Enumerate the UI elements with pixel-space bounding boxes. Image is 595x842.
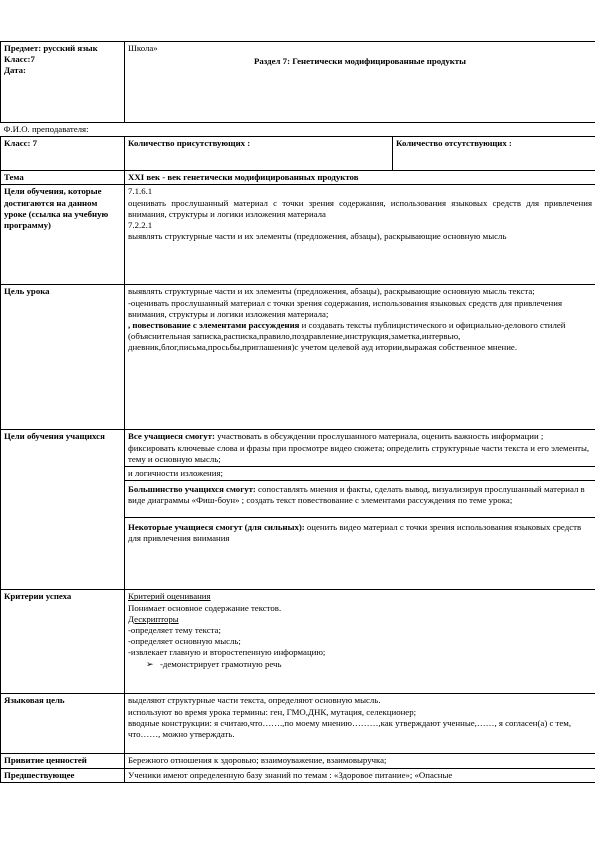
absent-cell: Количество отсутствующих : [393,137,595,171]
teacher-row [1,123,595,137]
objective-code-2: 7.2.2.1 [128,220,153,231]
present-cell [125,137,393,171]
language-line3: вводные конструкции: я считаю,что…….,по моему мнению………,как утверждают ученные,……, я согласен(а) с тем, что……, можно утверждать. [128,717,572,740]
lesson-goal-p1: выявлять структурные части и их элементы (предложения, абзацы), раскрывающие основную мысль текста; [128,286,535,297]
lesson-goal-p3 [128,320,592,354]
all-students-tail [125,466,595,480]
criteria-descriptors: Дескрипторы [128,613,179,624]
lesson-goal-value [125,285,595,430]
criteria-label: Критерии успеха [1,590,125,694]
descriptor-1: -определяет тему текста; [128,625,221,636]
lesson-goal-p3-rest: и создавать тексты публицистического и официально-делового стилей (объяснительная записка,расписка,правило,поздравление,инструкция,заметка,интервью, дневник,блог,письма,просьбы,приглашения)с учетом целевой ауд итории,выражая собственное мнение. [128,320,566,353]
language-row [1,694,595,754]
descriptor-2: -определяет основную мысль; [128,636,241,647]
prior-value: Ученики имеют определенную базу знаний по темам : «Здоровое питание»; «Опасные [125,768,595,782]
language-line2: используют во время урока термины: ген, ГМО,ДНК, мутация, селекционер; [128,706,417,717]
teacher-text: Ф.И.О. преподавателя: [3,124,89,134]
all-students-text: участвовать в обсуждении прослушанного материала, оценить важность информации ; фиксировать ключевые слова и фразы при просмотре видео сюжета; определить структурные части текста и его элементы, тему и основную мысль; [128,431,590,464]
some-students-block [125,517,595,550]
date-text: Дата: [4,65,26,76]
student-goals-row [1,430,595,590]
arrow-bullet-icon: ➢ [146,658,154,669]
lesson-goal-p3-bold: , повествование с элементами рассуждения [128,320,300,331]
subject-cell [1,42,125,123]
teacher-cell [1,123,595,137]
most-students-block [125,480,595,516]
grade-text: Класс:7 [4,54,35,65]
descriptor-4-text: -демонстрирует грамотную речь [160,658,282,669]
objective-text-1: оценивать прослушанный материал с точки зрения содержания, использования языковых средств для привлечения внимания, структуры и логики изложения материала [128,197,593,219]
values-label: Привитие ценностей [1,754,125,768]
lesson-goal-p2: -оценивать прослушанный материал с точки зрения содержания, использования языковых средств для привлечения внимания, структуры и логики изложения материала; [128,297,563,319]
prior-row [1,768,595,782]
topic-row [1,171,595,185]
class-cell: Класс: 7 [1,137,125,171]
objectives-label: Цели обучения, которые достигаются на данном уроке (ссылка на учебную программу) [1,185,125,285]
language-label: Языковая цель [1,694,125,754]
language-line1: выделяют структурные части текста, определяют основную мысль. [128,695,381,706]
criteria-row [1,590,595,694]
topic-label: Тема [1,171,125,185]
language-value [125,694,595,754]
student-goals-value [125,430,595,590]
most-students-text: сопоставлять мнения и факты, сделать вывод, визуализируя прослушанный материал в виде диаграммы «Фиш-боун» ; создать текст повествование с элементами рассуждения по теме урока; [128,484,585,506]
criteria-heading: Критерий оценивания [128,591,211,602]
values-row [1,754,595,768]
header-row [1,42,595,123]
section-title: Раздел 7: Генетически модифицированные продукты [254,56,466,67]
some-students-label: Некоторые учащиеся смогут (для сильных): [128,521,305,532]
all-students-tail-text: и логичности изложения; [128,468,223,479]
student-goals-label: Цели обучения учащихся [1,430,125,590]
lesson-goal-label: Цель урока [1,285,125,430]
all-students-label: Все учащиеся смогут: [128,431,215,442]
subject-text: Предмет: русский язык [4,43,98,53]
lesson-plan-table [0,41,595,783]
school-cell [125,42,595,123]
topic-value: XXI век - век генетически модифицированных продуктов [125,171,595,185]
prior-label: Предшествующее [1,768,125,782]
values-value: Бережного отношения к здоровью; взаимоуважение, взаимовыручка; [125,754,595,768]
present-text: Количество присутствующих : [128,138,251,149]
criteria-line1: Понимает основное содержание текстов. [128,602,282,613]
all-students-block [125,430,595,466]
descriptor-3: -извлекает главную и второстепенную информацию; [128,647,326,658]
objectives-row [1,185,595,285]
objectives-value [125,185,595,285]
objective-text-2: выявлять структурные части и их элементы (предложения, абзацы), раскрывающие основную мысль [128,231,507,242]
class-row [1,137,595,171]
objective-code-1: 7.1.6.1 [128,186,153,197]
descriptor-4 [128,659,592,670]
school-text: Школа» [128,43,158,53]
some-students-text: оценить видео материал с точки зрения использования языковых средств для привлечения внимания [128,521,582,543]
most-students-label: Большинство учащихся смогут: [128,484,256,495]
criteria-value [125,590,595,694]
lesson-goal-row [1,285,595,430]
